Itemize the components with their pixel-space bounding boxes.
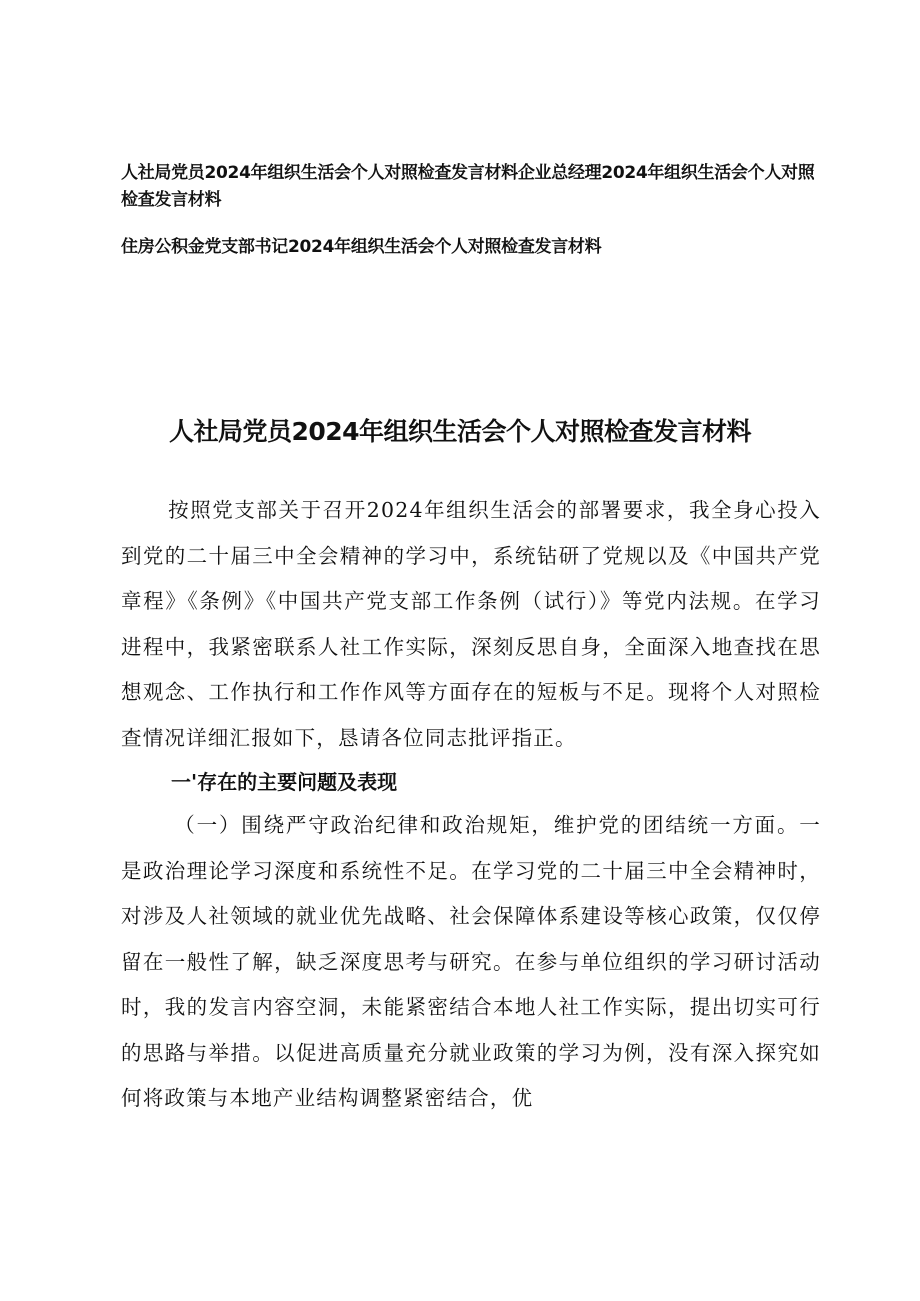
intro-paragraph: 按照党支部关于召开2024年组织生活会的部署要求，我全身心投入到党的二十届三中全会精神的学习中，系统钻研了党规以及《中国共产党章程》《条例》《中国共产党支部工作条例（试行）》等党内法规。在学习进程中，我紧密联系人社工作实际，深刻反思自身，全面深入地查找在思想观念、工作执行和工作作风等方面存在的短板与不足。现将个人对照检查情况详细汇报如下，恳请各位同志批评指正。 — [121, 498, 821, 750]
toc-entry-1[interactable]: 人社局党员2024年组织生活会个人对照检查发言材料企业总经理2024年组织生活会个人对照检查发言材料 — [121, 163, 815, 210]
table-of-contents — [121, 160, 821, 261]
document-body — [121, 488, 821, 1122]
section-heading-1: 一'存在的主要问题及表现 — [171, 770, 398, 794]
subsection-paragraph-1: （一）围绕严守政治纪律和政治规矩，维护党的团结统一方面。一是政治理论学习深度和系统性不足。在学习党的二十届三中全会精神时，对涉及人社领域的就业优先战略、社会保障体系建设等核心政策，仅仅停留在一般性了解，缺乏深度思考与研究。在参与单位组织的学习研讨活动时，我的发言内容空洞，未能紧密结合本地人社工作实际，提出切实可行的思路与举措。以促进高质量充分就业政策的学习为例，没有深入探究如何将政策与本地产业结构调整紧密结合，优 — [121, 813, 821, 1110]
toc-entry-2[interactable]: 住房公积金党支部书记2024年组织生活会个人对照检查发言材料 — [121, 237, 602, 257]
document-title: 人社局党员2024年组织生活会个人对照检查发言材料 — [168, 416, 752, 446]
